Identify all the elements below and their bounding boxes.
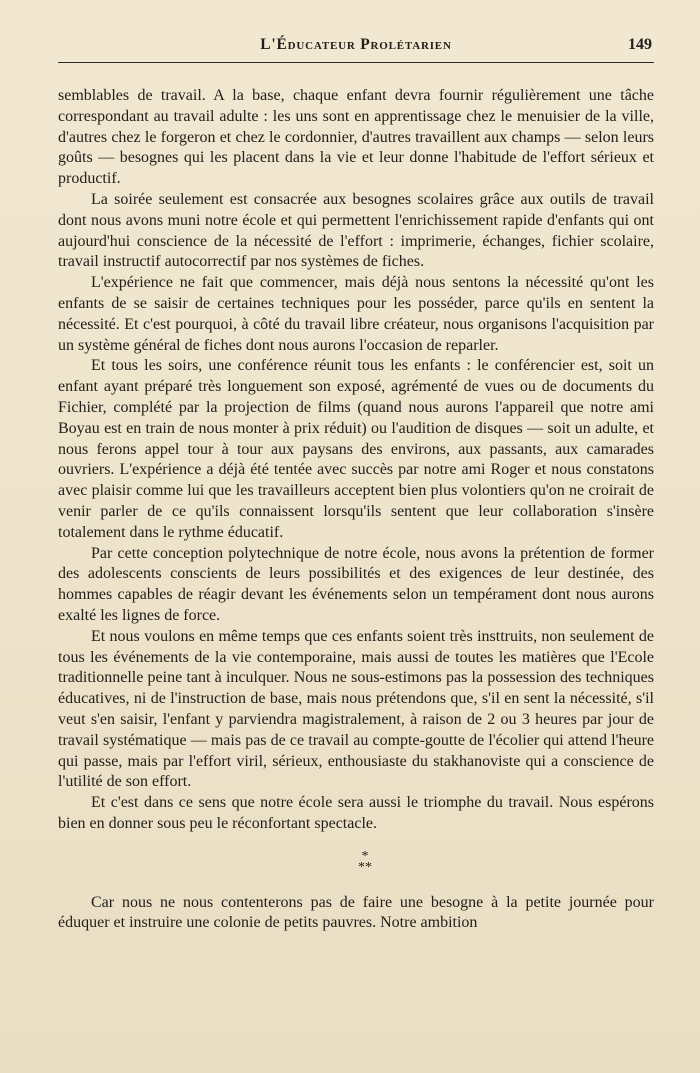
paragraph: Et c'est dans ce sens que notre école sera aussi le triomphe du travail. Nous espérons bien en donner sous peu le réconfortant spectacle.: [58, 794, 654, 832]
page-header: [58, 34, 654, 63]
page-number: 149: [628, 36, 652, 53]
paragraph: Par cette conception polytechnique de notre école, nous avons la prétention de former des adolescents conscients de leurs possibilités et des exigences de leur destinée, des hommes capables de réagir devant les événements selon un tempérament dont nous aurons exalté les lignes de force.: [58, 544, 654, 624]
asterism-bottom: **: [358, 859, 372, 875]
closing-paragraph: Car nous ne nous contenterons pas de faire une besogne à la petite journée pour éduquer et instruire une colonie de petits pauvres. Notre ambition: [58, 893, 654, 932]
paragraph: semblables de travail. A la base, chaque enfant devra fournir régulièrement une tâche correspondant au travail adulte : les uns sont en apprentissage chez le menuisier de la ville, d'autres chez le forgeron et chez le cordonnier, d'autres travaillent aux champs — selon leurs goûts — besognes qui les placent dans la vie et leur donne l'habitude de l'effort sérieux et productif.: [58, 87, 654, 188]
paragraph: La soirée seulement est consacrée aux besognes scolaires grâce aux outils de travail dont nous avons muni notre école et qui permettent l'enrichissement rapide d'enfants qui ont aujourd'hui conscience de la nécessité de l'effort : imprimerie, échanges, fichier scolaire, travail instructif autocorrectif par nos systèmes de fiches.: [58, 190, 654, 271]
paragraph: Et nous voulons en même temps que ces enfants soient très insttruits, non seulement de tous les événements de la vie contemporaine, mais aussi de toutes les matières que l'Ecole traditionnelle peine tant à inculquer. Nous ne sous-estimons pas la possession des techniques éducatives, ni de l'instruction de base, mais nous prétendons que, s'il en sent la nécessité, s'il veut s'en saisir, l'enfant y parviendra magistralement, à raison de 2 ou 3 heures par jour de travail systématique — mais pas de ce travail au compte-goutte de l'écolier qui attend l'heure qui passe, mais par l'effort viril, sérieux, enthousiaste du stakhanoviste qui a conscience de l'utilité de son effort.: [58, 627, 654, 791]
asterism-separator: [58, 848, 654, 875]
running-title: L'Éducateur Prolétarien: [260, 36, 452, 53]
paragraph: L'expérience ne fait que commencer, mais déjà nous sentons la nécessité qu'ont les enfants de se saisir de certaines techniques pour les posséder, parce qu'ils en sentent la nécessité. Et c'est pourquoi, à côté du travail libre créateur, nous organisons l'acquisition par un système général de fiches dont nous aurons l'occasion de reparler.: [58, 274, 654, 354]
article-body: [58, 86, 654, 934]
paragraph: Et tous les soirs, une conférence réunit tous les enfants : le conférencier est, soit un enfant ayant préparé très longuement son exposé, agrémenté de vues ou de documents du Fichier, complété par la projection de films (quand nous aurons l'appareil que notre ami Boyau est en train de nous monter à prix réduit) ou l'audition de disques — soit un adulte, et nous ferons appel tour à tour aux paysans des environs, aux passants, aux camarades ouvriers. L'expérience a déjà été tentée avec succès par notre ami Roger et nous constatons avec plaisir comme lui que les travailleurs acceptent bien plus volontiers qu'on ne croirait de venir parler de ce qu'ils connaissent lorsqu'ils sentent que leur collaboration s'insère totalement dans le rythme éducatif.: [58, 357, 654, 541]
asterism-top: *: [361, 848, 369, 864]
